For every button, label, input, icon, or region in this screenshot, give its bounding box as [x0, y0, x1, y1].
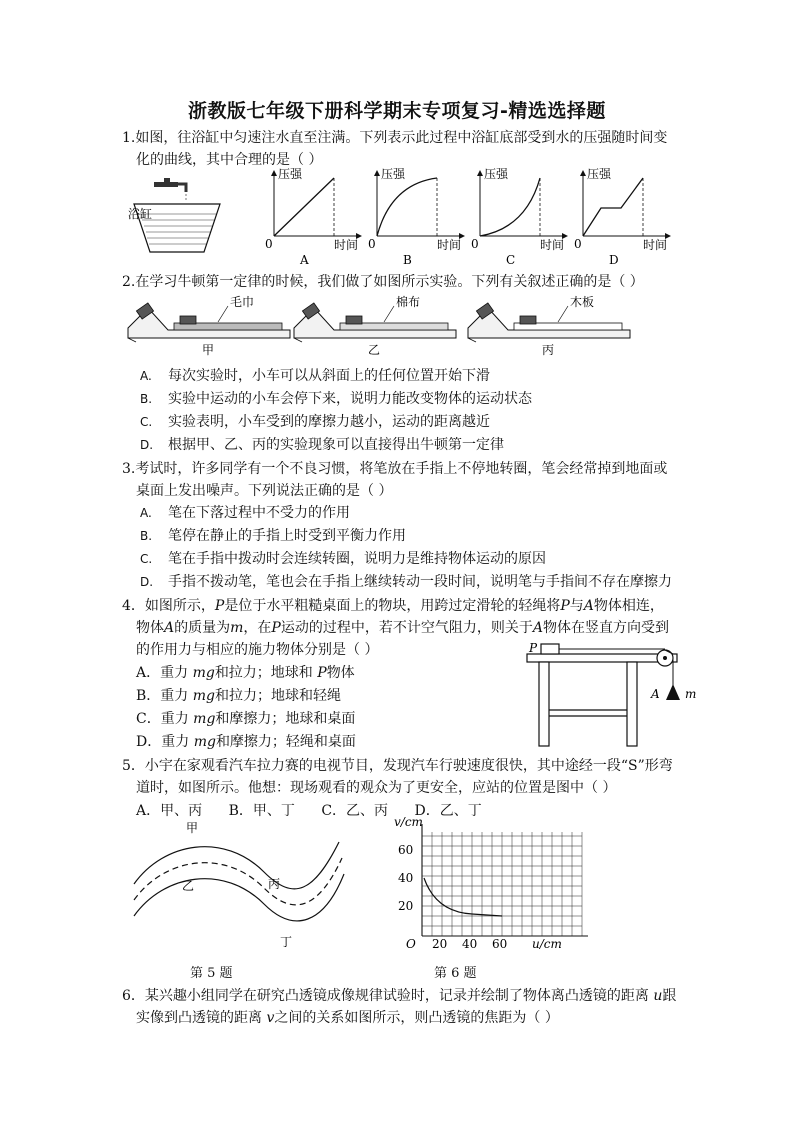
origin-label: 0 — [471, 237, 479, 251]
y-axis-label: v/cm — [394, 815, 423, 829]
y-axis-label: 压强 — [381, 167, 406, 181]
figure-caption-q6: 第 6 题 — [434, 966, 477, 981]
cart-moving — [180, 316, 196, 324]
position-yi: 乙 — [182, 879, 195, 893]
base-edge — [128, 338, 136, 342]
y-axis-label: 压强 — [484, 167, 509, 181]
position-ding: 丁 — [280, 935, 293, 949]
x-tick-label: 20 — [432, 937, 448, 951]
base-edge — [468, 338, 476, 342]
x-tick-label: 60 — [492, 937, 508, 951]
ramp-setup-towel — [128, 294, 290, 357]
base-edge — [294, 338, 302, 342]
q3-text-line1: 3.考试时，许多同学有一个不良习惯，将笔放在手指上不停地转圈，笔会经常掉到地面或 — [122, 461, 668, 477]
x-axis-label: 时间 — [334, 238, 359, 252]
x-axis-label: u/cm — [532, 937, 562, 951]
origin-label: 0 — [265, 237, 273, 251]
q6-text-line1: 6．某兴趣小组同学在研究凸透镜成像规律试验时，记录并绘制了物体离凸透镜的距离 u跟 — [122, 988, 677, 1004]
lens-uv-chart — [390, 814, 590, 954]
uv-plot-area — [394, 815, 588, 951]
ramp-setup-board — [468, 294, 630, 357]
label-leader — [558, 306, 568, 322]
position-jia: 甲 — [186, 821, 199, 835]
surface-label-cotton: 棉布 — [396, 295, 421, 309]
graph-letter: B — [403, 253, 412, 267]
y-arrow — [580, 170, 586, 176]
x-tick-label: 40 — [462, 937, 478, 951]
surface-label-towel: 毛巾 — [230, 295, 255, 309]
q2-ramp-figures — [124, 294, 644, 360]
y-arrow — [271, 170, 277, 176]
bathtub-figure — [128, 174, 228, 256]
bathtub-label: 浴缸 — [128, 207, 153, 221]
pressure-curve — [583, 178, 643, 236]
cart-moving — [346, 316, 362, 324]
q5-option-a: A．甲、丙 — [136, 803, 203, 819]
q5-option-d: D．乙、丁 — [414, 803, 482, 819]
graph-letter: C — [506, 253, 516, 267]
y-axis-label: 压强 — [587, 167, 612, 181]
q4-text-line3: 的作用力与相应的施力物体分别是（ ） — [136, 642, 379, 658]
q2-option-d: D. 根据甲、乙、丙的实验现象可以直接得出牛顿第一定律 — [140, 437, 504, 453]
origin-label: 0 — [574, 237, 582, 251]
q6-text-line2: 实像到凸透镜的距离 v之间的关系如图所示，则凸透镜的焦距为（ ） — [136, 1010, 559, 1026]
q4-option-a: A．重力 mg和拉力；地球和 P物体 — [136, 665, 355, 681]
q3-option-d: D. 手指不拨动笔，笔也会在手指上继续转动一段时间，说明笔与手指间不存在摩擦力 — [140, 574, 672, 590]
pressure-graph-d — [574, 167, 671, 267]
y-tick-label: 20 — [398, 899, 414, 913]
q5-text-line1: 5．小宇在家观看汽车拉力赛的电视节目，发现汽车行驶速度很快，其中途经一段“S”形弯 — [122, 758, 673, 774]
uv-curve — [424, 878, 502, 916]
label-leader — [218, 306, 228, 322]
q4-option-b: B．重力 mg和拉力；地球和轻绳 — [136, 688, 341, 704]
block-p-label: P — [529, 641, 538, 655]
q2-text: 2.在学习牛顿第一定律的时候，我们做了如图所示实验。下列有关叙述正确的是（ ） — [122, 274, 644, 290]
pressure-curve — [377, 178, 437, 236]
pressure-curve — [274, 178, 334, 236]
q2-option-c: C. 实验表明，小车受到的摩擦力越小，运动的距离越近 — [140, 414, 490, 430]
pressure-graph-c — [471, 167, 568, 267]
q2-option-b: B. 实验中运动的小车会停下来，说明力能改变物体的运动状态 — [140, 391, 532, 407]
figure-name-board: 丙 — [542, 343, 555, 357]
y-arrow — [374, 170, 380, 176]
y-tick-label: 60 — [398, 843, 414, 857]
q4-option-d: D．重力 mg和摩擦力；轻绳和桌面 — [136, 734, 356, 750]
q3-option-b: B. 笔停在静止的手指上时受到平衡力作用 — [140, 528, 406, 544]
q4-option-c: C．重力 mg和摩擦力；地球和桌面 — [136, 711, 356, 727]
graph-letter: D — [609, 253, 619, 267]
q4-text-line1: 4．如图所示，P是位于水平粗糙桌面上的物块，用跨过定滑轮的轻绳将P与A物体相连， — [122, 598, 664, 614]
x-axis-label: 时间 — [437, 238, 462, 252]
q3-text-line2: 桌面上发出噪声。下列说法正确的是（ ） — [136, 483, 393, 499]
pressure-curve — [480, 178, 540, 236]
s-curve-road-figure — [124, 822, 354, 952]
surface-label-board: 木板 — [570, 295, 595, 309]
q4-text-line2: 物体A的质量为m，在P运动的过程中，若不计空气阻力，则关于A物体在竖直方向受到 — [136, 620, 669, 636]
y-axis-label: 压强 — [278, 167, 303, 181]
y-tick-label: 40 — [398, 871, 414, 885]
pulley-figure — [515, 640, 695, 750]
q3-option-a: A. 笔在下落过程中不受力的作用 — [140, 505, 350, 521]
block-a-label: A — [651, 687, 660, 701]
pressure-graph-a — [265, 167, 362, 267]
y-arrow — [477, 170, 483, 176]
ramp-setup-cotton — [294, 294, 456, 357]
q1-text-line1: 1.如图，往浴缸中匀速注水直至注满。下列表示此过程中浴缸底部受到水的压强随时间变 — [122, 130, 668, 146]
q5-option-b: B．甲、丁 — [228, 803, 295, 819]
q2-option-a: A. 每次实验时，小车可以从斜面上的任何位置开始下滑 — [140, 368, 490, 384]
page-title: 浙教版七年级下册科学期末专项复习-精选选择题 — [188, 100, 606, 122]
q3-option-c: C. 笔在手指中拨动时会连续转圈，说明力是维持物体运动的原因 — [140, 551, 546, 567]
x-axis-label: 时间 — [540, 238, 565, 252]
q1-graphs — [262, 166, 668, 268]
q5-text-line2: 道时，如图所示。他想：现场观看的观众为了更安全，应站的位置是图中（ ） — [136, 780, 617, 796]
origin-label: O — [406, 937, 416, 951]
figure-name-towel: 甲 — [202, 343, 215, 357]
x-axis-label: 时间 — [643, 238, 668, 252]
mass-m-label: m — [685, 687, 697, 701]
pressure-graph-b — [368, 167, 465, 267]
label-leader — [384, 306, 394, 322]
graph-letter: A — [300, 253, 309, 267]
position-bing: 丙 — [268, 877, 281, 891]
q5-option-c: C．乙、丙 — [321, 803, 389, 819]
q1-text-line2: 化的曲线，其中合理的是（ ） — [136, 152, 323, 168]
cart-moving — [520, 316, 536, 324]
figure-caption-q5: 第 5 题 — [190, 966, 233, 981]
origin-label: 0 — [368, 237, 376, 251]
figure-name-cotton: 乙 — [368, 343, 381, 357]
